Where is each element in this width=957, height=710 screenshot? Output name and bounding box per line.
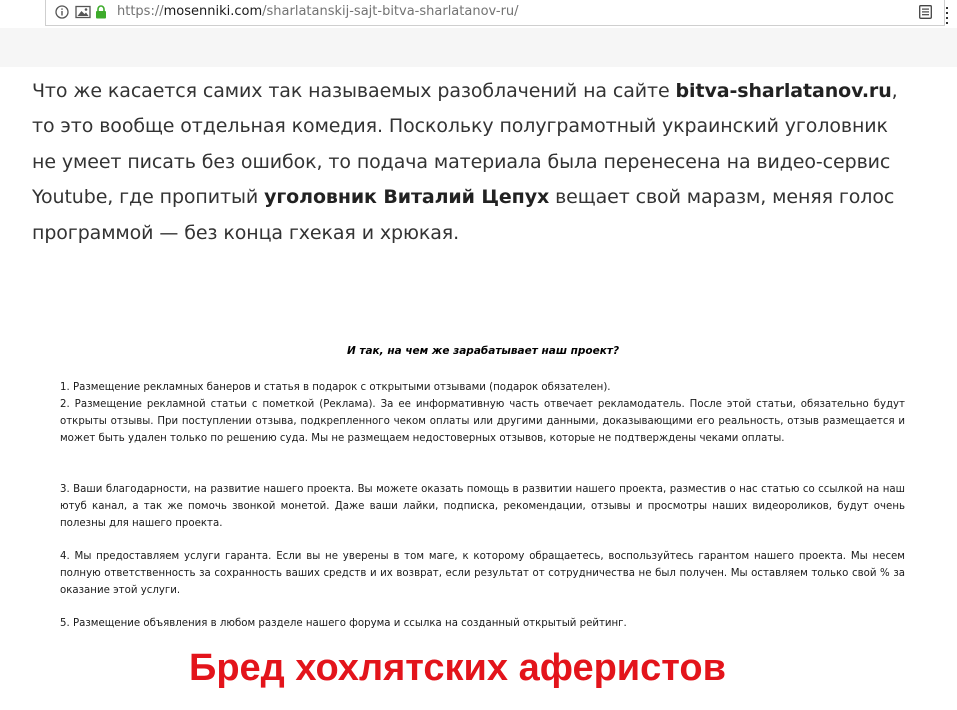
screenshot-items-1-2: [60, 379, 905, 447]
lock-icon[interactable]: [95, 5, 107, 19]
url-text[interactable]: [117, 4, 519, 19]
screenshot-item-4: 4. Мы предоставляем услуги гаранта. Если вы не уверены в том маге, к которому обращаетесь, воспользуйтесь гарантом нашего проекта. Мы несем полную ответственность за сохранность ваших средств и их возврат, если результат от сотрудничества не был получен. Мы оставляем только свой % за оказание этой услуги.: [60, 551, 905, 596]
sidebar-toggle-icon[interactable]: [939, 0, 957, 28]
url-bar[interactable]: [45, 0, 945, 26]
screenshot-item-3: 3. Ваши благодарности, на развитие нашего проекта. Вы можете оказать помощь в развитии нашего проекта, разместив о нас статью со ссылкой на наш ютуб канал, а так же помочь звонкой монетой. Даже ваши лайки, подписка, рекомендации, отзывы и просмотры наших видеороликов, будут очень полезны для нашего проекта.: [60, 484, 905, 529]
browser-toolbar: [0, 0, 957, 28]
screenshot-item: 2. Размещение рекламной статьи с пометкой (Реклама). За ее информативную часть отвечает рекламодатель. После этой статьи, обязательно будут открыты отзывы. При поступлении отзыва, подкрепленного чеком оплаты или другими данными, доказывающими его реальность, отзыв размещается и может быть удален только по решению суда. Мы не размещаем недостоверных отзывов, которые не подтверждены чеками оплаты.: [60, 399, 905, 444]
image-icon[interactable]: [75, 5, 91, 19]
page-header-band: [0, 28, 957, 67]
url-prefix: https://: [117, 4, 164, 19]
url-host: mosenniki.com: [163, 4, 263, 19]
paragraph-text-3: вещает свой маразм, меняя голос программой — без конца гхекая и хрюкая.: [32, 186, 895, 244]
paragraph-bold-site: bitva-sharlatanov.ru: [675, 80, 892, 102]
screenshot-title: И так, на чем же зарабатывает наш проект?: [346, 345, 620, 357]
reader-view-icon[interactable]: [919, 5, 932, 19]
url-path: /sharlatanskij-sajt-bitva-sharlatanov-ru/: [262, 4, 519, 19]
paragraph-text-1: Что же касается самих так называемых разоблачений на сайте: [32, 80, 676, 102]
red-caption: Бред хохлятских аферистов: [189, 647, 726, 689]
screenshot-item: 1. Размещение рекламных банеров и статья в подарок с открытыми отзывами (подарок обязателен).: [60, 382, 611, 393]
article-body: [0, 67, 957, 710]
info-icon[interactable]: [55, 5, 69, 19]
screenshot-item-5: 5. Размещение объявления в любом разделе нашего форума и ссылка на созданный открытый рейтинг.: [60, 618, 627, 629]
paragraph-text-2: , то это вообще отдельная комедия. Поскольку полуграмотный украинский уголовник не умеет писать без ошибок, то подача материала была перенесена на видео-сервис Youtube, где пропитый: [32, 80, 898, 209]
embedded-screenshot: [58, 345, 908, 645]
article-paragraph: [32, 74, 912, 251]
paragraph-bold-name: уголовник Виталий Цепух: [264, 186, 550, 209]
